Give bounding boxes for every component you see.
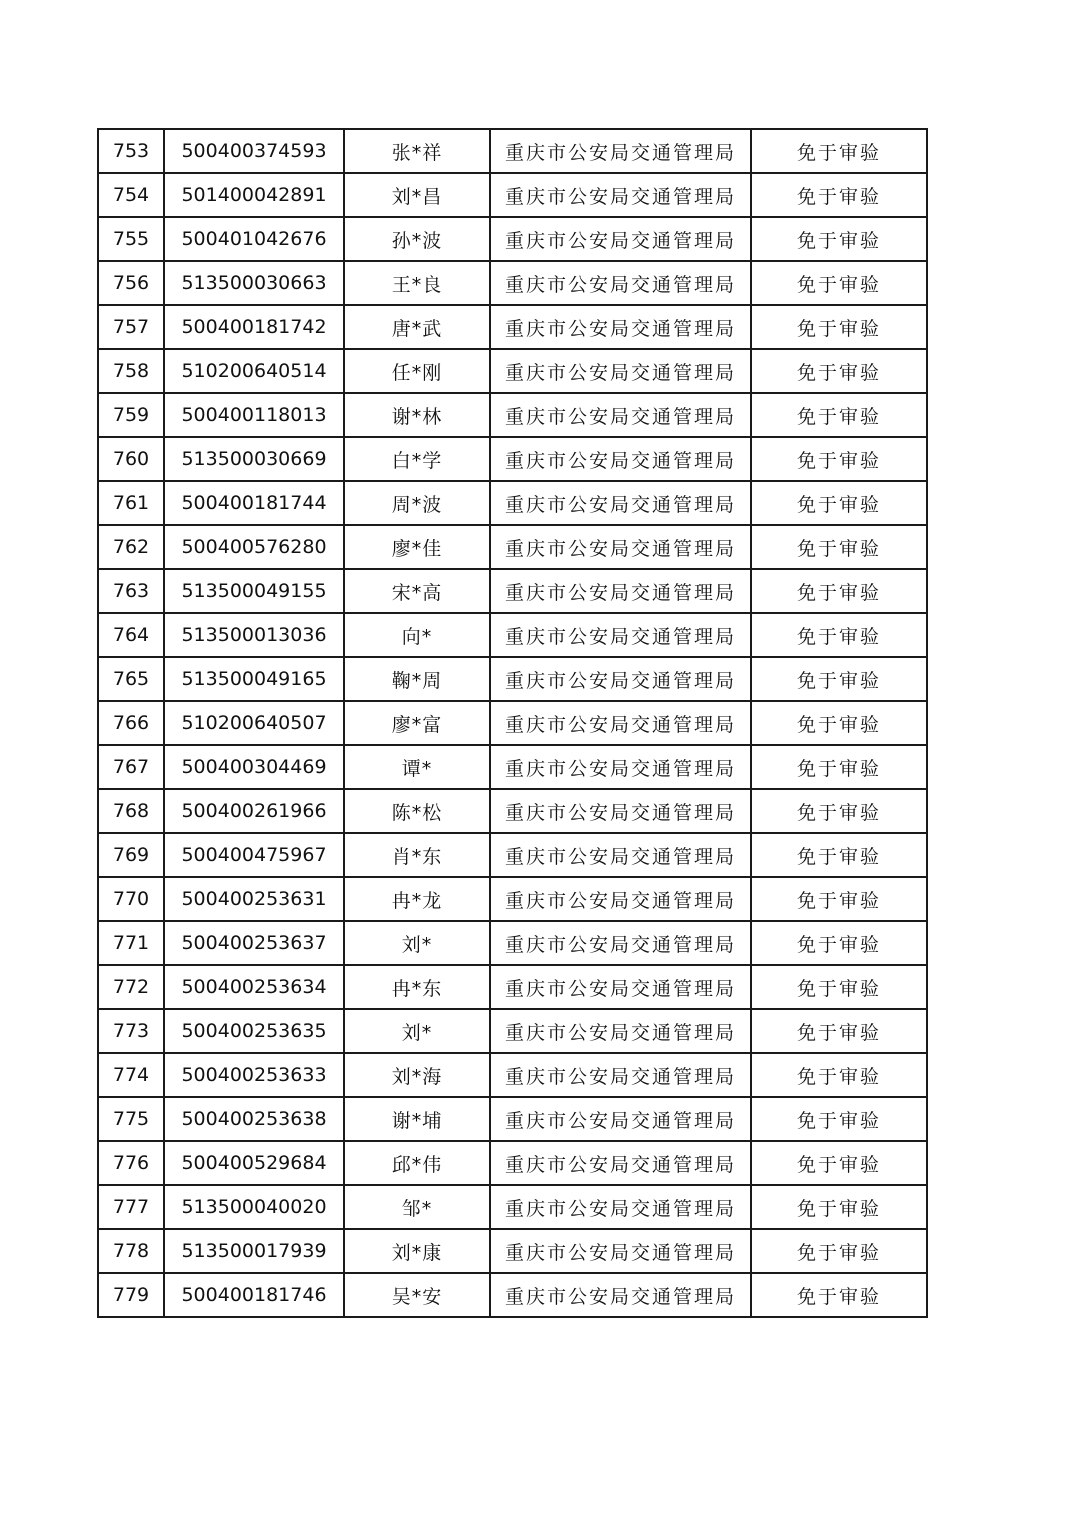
- table-row: [98, 877, 927, 921]
- row-index-cell: 773: [98, 1009, 164, 1053]
- review-status-cell: 免于审验: [751, 437, 927, 481]
- person-name-cell: 周*波: [344, 481, 490, 525]
- issuing-authority-cell: 重庆市公安局交通管理局: [490, 1053, 751, 1097]
- table-row: [98, 613, 927, 657]
- record-number-cell: 500400374593: [164, 129, 344, 173]
- record-number-cell: 500400253638: [164, 1097, 344, 1141]
- table-row: [98, 921, 927, 965]
- record-number-cell: 500400261966: [164, 789, 344, 833]
- issuing-authority-cell: 重庆市公安局交通管理局: [490, 525, 751, 569]
- review-status-cell: 免于审验: [751, 525, 927, 569]
- table-row: [98, 1097, 927, 1141]
- issuing-authority-cell: 重庆市公安局交通管理局: [490, 305, 751, 349]
- review-status-cell: 免于审验: [751, 613, 927, 657]
- table-row: [98, 965, 927, 1009]
- row-index-cell: 770: [98, 877, 164, 921]
- review-status-cell: 免于审验: [751, 261, 927, 305]
- person-name-cell: 刘*: [344, 921, 490, 965]
- person-name-cell: 陈*松: [344, 789, 490, 833]
- review-status-cell: 免于审验: [751, 217, 927, 261]
- record-number-cell: 510200640514: [164, 349, 344, 393]
- review-status-cell: 免于审验: [751, 1053, 927, 1097]
- row-index-cell: 778: [98, 1229, 164, 1273]
- person-name-cell: 张*祥: [344, 129, 490, 173]
- person-name-cell: 刘*康: [344, 1229, 490, 1273]
- record-number-cell: 500400253637: [164, 921, 344, 965]
- person-name-cell: 王*良: [344, 261, 490, 305]
- person-name-cell: 吴*安: [344, 1273, 490, 1317]
- record-number-cell: 513500049165: [164, 657, 344, 701]
- review-status-cell: 免于审验: [751, 129, 927, 173]
- table-row: [98, 173, 927, 217]
- row-index-cell: 771: [98, 921, 164, 965]
- person-name-cell: 宋*高: [344, 569, 490, 613]
- issuing-authority-cell: 重庆市公安局交通管理局: [490, 833, 751, 877]
- issuing-authority-cell: 重庆市公安局交通管理局: [490, 261, 751, 305]
- table-row: [98, 1273, 927, 1317]
- person-name-cell: 鞠*周: [344, 657, 490, 701]
- issuing-authority-cell: 重庆市公安局交通管理局: [490, 173, 751, 217]
- row-index-cell: 775: [98, 1097, 164, 1141]
- review-status-cell: 免于审验: [751, 1009, 927, 1053]
- issuing-authority-cell: 重庆市公安局交通管理局: [490, 129, 751, 173]
- record-number-cell: 500400181746: [164, 1273, 344, 1317]
- row-index-cell: 760: [98, 437, 164, 481]
- table-row: [98, 305, 927, 349]
- person-name-cell: 刘*海: [344, 1053, 490, 1097]
- table-row: [98, 833, 927, 877]
- issuing-authority-cell: 重庆市公安局交通管理局: [490, 921, 751, 965]
- issuing-authority-cell: 重庆市公安局交通管理局: [490, 1009, 751, 1053]
- person-name-cell: 任*刚: [344, 349, 490, 393]
- issuing-authority-cell: 重庆市公安局交通管理局: [490, 657, 751, 701]
- record-number-cell: 513500040020: [164, 1185, 344, 1229]
- issuing-authority-cell: 重庆市公安局交通管理局: [490, 349, 751, 393]
- row-index-cell: 766: [98, 701, 164, 745]
- review-status-cell: 免于审验: [751, 657, 927, 701]
- review-status-cell: 免于审验: [751, 877, 927, 921]
- issuing-authority-cell: 重庆市公安局交通管理局: [490, 481, 751, 525]
- record-number-cell: 513500049155: [164, 569, 344, 613]
- record-number-cell: 500400253635: [164, 1009, 344, 1053]
- record-number-cell: 500401042676: [164, 217, 344, 261]
- review-status-cell: 免于审验: [751, 305, 927, 349]
- person-name-cell: 廖*富: [344, 701, 490, 745]
- row-index-cell: 764: [98, 613, 164, 657]
- review-status-cell: 免于审验: [751, 569, 927, 613]
- person-name-cell: 孙*波: [344, 217, 490, 261]
- issuing-authority-cell: 重庆市公安局交通管理局: [490, 569, 751, 613]
- issuing-authority-cell: 重庆市公安局交通管理局: [490, 437, 751, 481]
- review-status-cell: 免于审验: [751, 789, 927, 833]
- record-number-cell: 501400042891: [164, 173, 344, 217]
- review-status-cell: 免于审验: [751, 1185, 927, 1229]
- review-status-cell: 免于审验: [751, 1141, 927, 1185]
- table-row: [98, 569, 927, 613]
- issuing-authority-cell: 重庆市公安局交通管理局: [490, 613, 751, 657]
- review-status-cell: 免于审验: [751, 833, 927, 877]
- review-status-cell: 免于审验: [751, 481, 927, 525]
- row-index-cell: 768: [98, 789, 164, 833]
- table-row: [98, 657, 927, 701]
- review-status-cell: 免于审验: [751, 1097, 927, 1141]
- record-number-cell: 513500030663: [164, 261, 344, 305]
- row-index-cell: 754: [98, 173, 164, 217]
- record-number-cell: 500400253631: [164, 877, 344, 921]
- record-number-cell: 500400253634: [164, 965, 344, 1009]
- table-row: [98, 1141, 927, 1185]
- person-name-cell: 邹*: [344, 1185, 490, 1229]
- row-index-cell: 776: [98, 1141, 164, 1185]
- table-row: [98, 789, 927, 833]
- row-index-cell: 774: [98, 1053, 164, 1097]
- record-number-cell: 500400253633: [164, 1053, 344, 1097]
- row-index-cell: 761: [98, 481, 164, 525]
- issuing-authority-cell: 重庆市公安局交通管理局: [490, 1229, 751, 1273]
- table-row: [98, 1185, 927, 1229]
- person-name-cell: 刘*: [344, 1009, 490, 1053]
- person-name-cell: 谢*林: [344, 393, 490, 437]
- review-status-cell: 免于审验: [751, 393, 927, 437]
- row-index-cell: 777: [98, 1185, 164, 1229]
- table-row: [98, 1053, 927, 1097]
- issuing-authority-cell: 重庆市公安局交通管理局: [490, 701, 751, 745]
- table-row: [98, 745, 927, 789]
- table-row: [98, 701, 927, 745]
- record-number-cell: 500400576280: [164, 525, 344, 569]
- table-row: [98, 1009, 927, 1053]
- issuing-authority-cell: 重庆市公安局交通管理局: [490, 217, 751, 261]
- record-number-cell: 500400181744: [164, 481, 344, 525]
- issuing-authority-cell: 重庆市公安局交通管理局: [490, 1185, 751, 1229]
- row-index-cell: 759: [98, 393, 164, 437]
- table-row: [98, 1229, 927, 1273]
- review-status-cell: 免于审验: [751, 921, 927, 965]
- person-name-cell: 肖*东: [344, 833, 490, 877]
- records-table-body: [98, 129, 927, 1317]
- record-number-cell: 500400529684: [164, 1141, 344, 1185]
- row-index-cell: 753: [98, 129, 164, 173]
- review-status-cell: 免于审验: [751, 965, 927, 1009]
- row-index-cell: 772: [98, 965, 164, 1009]
- issuing-authority-cell: 重庆市公安局交通管理局: [490, 965, 751, 1009]
- row-index-cell: 756: [98, 261, 164, 305]
- issuing-authority-cell: 重庆市公安局交通管理局: [490, 1097, 751, 1141]
- person-name-cell: 冉*龙: [344, 877, 490, 921]
- issuing-authority-cell: 重庆市公安局交通管理局: [490, 745, 751, 789]
- record-number-cell: 500400475967: [164, 833, 344, 877]
- person-name-cell: 冉*东: [344, 965, 490, 1009]
- person-name-cell: 白*学: [344, 437, 490, 481]
- row-index-cell: 762: [98, 525, 164, 569]
- review-status-cell: 免于审验: [751, 173, 927, 217]
- table-row: [98, 261, 927, 305]
- person-name-cell: 唐*武: [344, 305, 490, 349]
- table-row: [98, 393, 927, 437]
- review-status-cell: 免于审验: [751, 349, 927, 393]
- person-name-cell: 刘*昌: [344, 173, 490, 217]
- review-status-cell: 免于审验: [751, 1229, 927, 1273]
- table-row: [98, 525, 927, 569]
- row-index-cell: 779: [98, 1273, 164, 1317]
- row-index-cell: 769: [98, 833, 164, 877]
- issuing-authority-cell: 重庆市公安局交通管理局: [490, 1141, 751, 1185]
- issuing-authority-cell: 重庆市公安局交通管理局: [490, 393, 751, 437]
- record-number-cell: 513500013036: [164, 613, 344, 657]
- row-index-cell: 755: [98, 217, 164, 261]
- table-row: [98, 349, 927, 393]
- person-name-cell: 廖*佳: [344, 525, 490, 569]
- row-index-cell: 767: [98, 745, 164, 789]
- record-number-cell: 510200640507: [164, 701, 344, 745]
- record-number-cell: 513500017939: [164, 1229, 344, 1273]
- table-row: [98, 481, 927, 525]
- records-table: [97, 128, 928, 1318]
- review-status-cell: 免于审验: [751, 1273, 927, 1317]
- record-number-cell: 513500030669: [164, 437, 344, 481]
- row-index-cell: 765: [98, 657, 164, 701]
- issuing-authority-cell: 重庆市公安局交通管理局: [490, 877, 751, 921]
- row-index-cell: 758: [98, 349, 164, 393]
- table-row: [98, 129, 927, 173]
- review-status-cell: 免于审验: [751, 745, 927, 789]
- person-name-cell: 向*: [344, 613, 490, 657]
- row-index-cell: 757: [98, 305, 164, 349]
- record-number-cell: 500400181742: [164, 305, 344, 349]
- issuing-authority-cell: 重庆市公安局交通管理局: [490, 1273, 751, 1317]
- table-row: [98, 437, 927, 481]
- issuing-authority-cell: 重庆市公安局交通管理局: [490, 789, 751, 833]
- person-name-cell: 邱*伟: [344, 1141, 490, 1185]
- review-status-cell: 免于审验: [751, 701, 927, 745]
- person-name-cell: 谢*埔: [344, 1097, 490, 1141]
- person-name-cell: 谭*: [344, 745, 490, 789]
- record-number-cell: 500400118013: [164, 393, 344, 437]
- table-row: [98, 217, 927, 261]
- row-index-cell: 763: [98, 569, 164, 613]
- record-number-cell: 500400304469: [164, 745, 344, 789]
